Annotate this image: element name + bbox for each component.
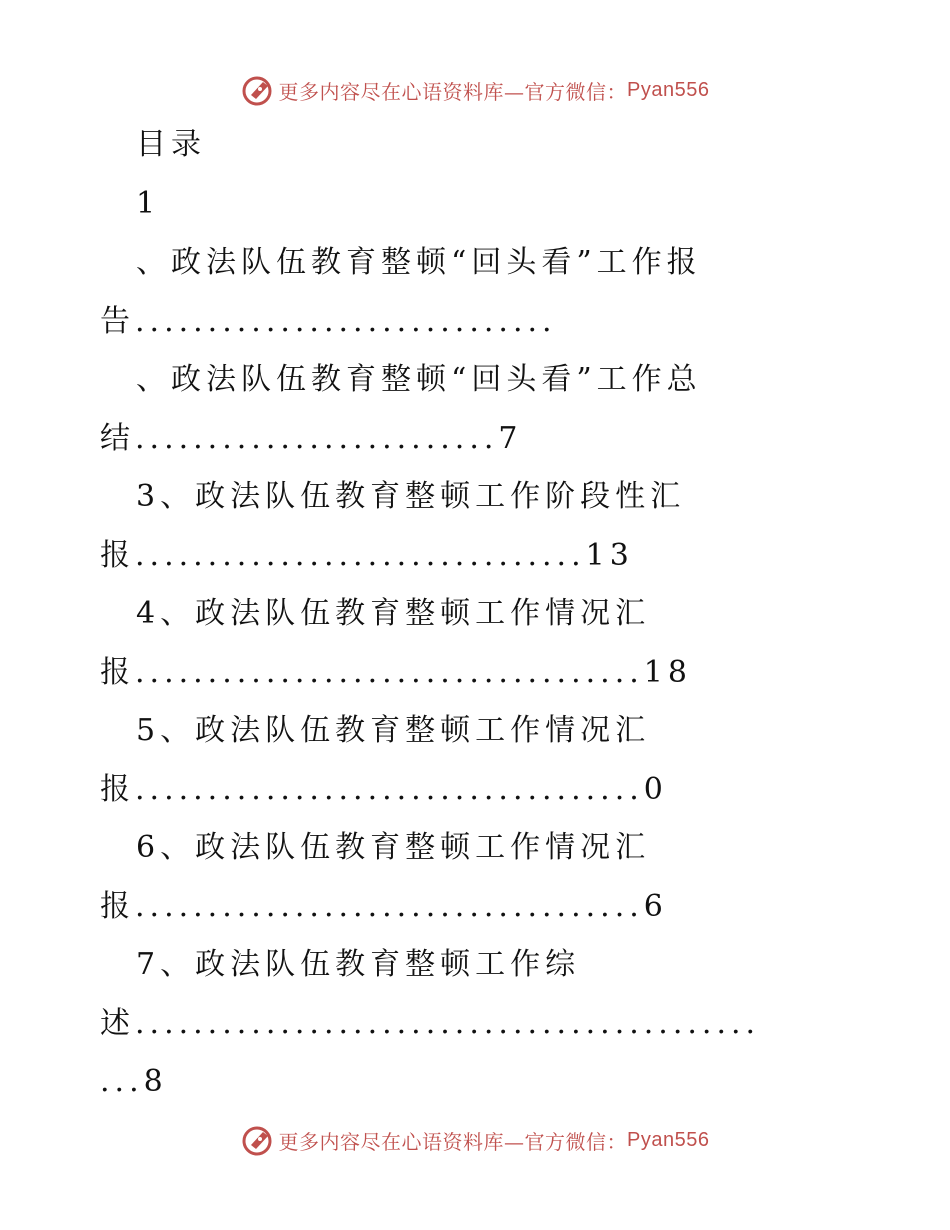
toc-line: 1 xyxy=(136,186,161,221)
toc-line: 6、政法队伍教育整顿工作情况汇 xyxy=(136,830,651,865)
toc-title: 目录 xyxy=(136,127,206,162)
toc-line: ...8 xyxy=(100,1064,168,1099)
toc-line: 、政法队伍教育整顿“回头看”工作总 xyxy=(136,362,702,397)
toc-line: 报...................................6 xyxy=(100,889,668,924)
toc-line: 告............................. xyxy=(100,304,557,339)
header-watermark xyxy=(0,70,950,110)
watermark-text: 更多内容尽在心语资料库—官方微信： xyxy=(278,79,628,104)
toc-line: 4、政法队伍教育整顿工作情况汇 xyxy=(136,596,651,631)
toc-line: 述........................................... xyxy=(100,1006,761,1041)
toc-line: 5、政法队伍教育整顿工作情况汇 xyxy=(136,713,651,748)
toc-line: 报...................................18 xyxy=(100,655,692,690)
toc-line: 结.........................7 xyxy=(100,421,523,456)
watermark-wechat-id: Pyan556 xyxy=(627,78,710,101)
toc-line: 、政法队伍教育整顿“回头看”工作报 xyxy=(136,245,702,280)
watermark-text: 更多内容尽在心语资料库—官方微信： xyxy=(278,1129,628,1154)
toc-line: 7、政法队伍教育整顿工作综 xyxy=(136,947,581,982)
toc-line: 3、政法队伍教育整顿工作阶段性汇 xyxy=(136,479,686,514)
pen-nib-logo-icon xyxy=(241,1123,275,1157)
footer-watermark xyxy=(0,1120,950,1160)
watermark-wechat-id: Pyan556 xyxy=(627,1128,710,1151)
pen-nib-logo-icon xyxy=(241,73,275,107)
toc-line: 报...................................0 xyxy=(100,772,668,807)
toc-line: 报...............................13 xyxy=(100,538,634,573)
